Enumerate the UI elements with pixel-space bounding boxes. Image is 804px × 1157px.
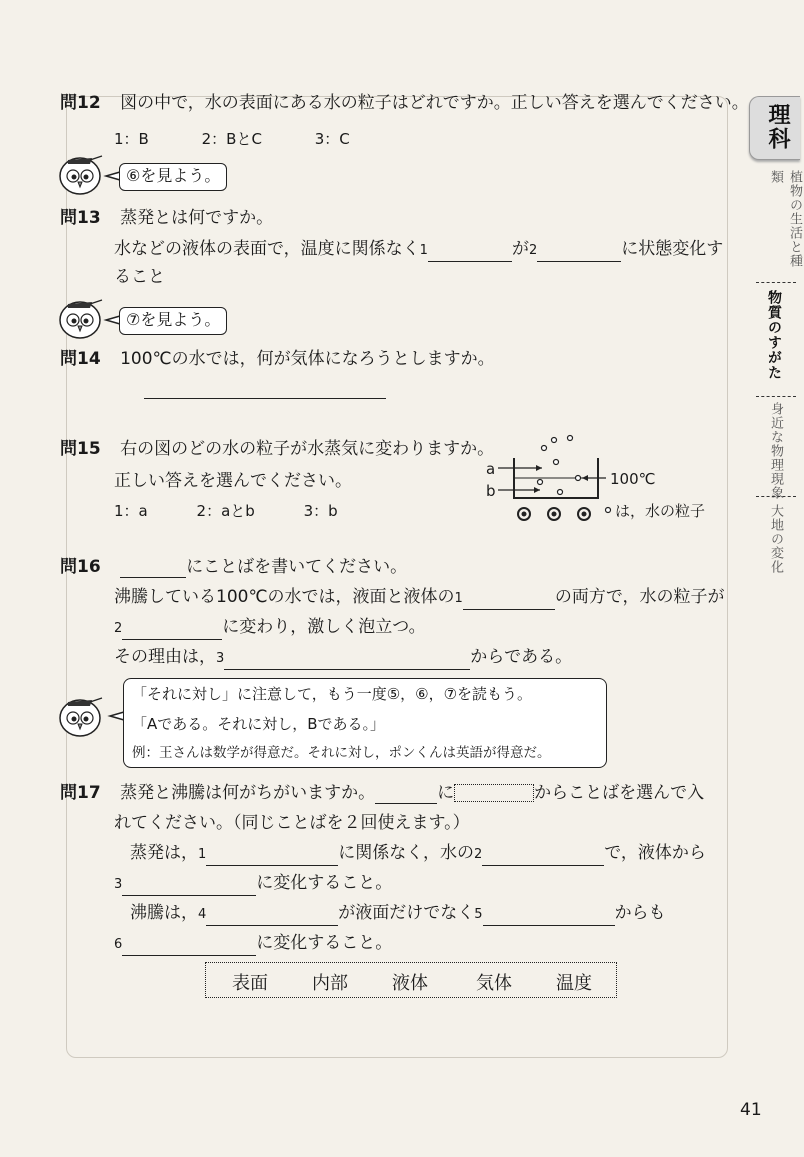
word-option[interactable]: 気体 <box>476 973 512 994</box>
question-instruction: にことばを書いてください。 <box>186 557 408 577</box>
blank-label-3: 3 <box>114 877 123 892</box>
word-option[interactable]: 温度 <box>556 973 592 994</box>
hint-line-3: 例：王さんは数学が得意だ。それに対し，ポンくんは英語が得意だ。 <box>132 745 551 761</box>
blank-label-4: 4 <box>198 907 207 922</box>
blank-label-2: 2 <box>114 621 123 636</box>
answer-blank-4[interactable] <box>206 907 338 926</box>
q13-text-a: 水などの液体の表面で，温度に関係なく <box>114 239 420 259</box>
q16-line2 <box>114 616 426 640</box>
q15 <box>60 438 494 460</box>
answer-blank-1[interactable] <box>463 591 555 610</box>
q14 <box>60 348 495 370</box>
evap-text-c: で，液体から <box>604 843 706 863</box>
blank-label-1: 1 <box>419 243 428 258</box>
q17-intro-text: れてください。（同じことばを２回使えます。） <box>114 813 470 833</box>
q16-text-d: その理由は， <box>114 647 216 667</box>
instruction-blank <box>375 785 437 804</box>
blank-label-2: 2 <box>528 243 538 258</box>
section-divider <box>756 396 796 397</box>
question-number: 問13 <box>60 208 101 228</box>
answer-blank-2[interactable] <box>482 847 604 866</box>
answer-blank-2[interactable] <box>122 621 222 640</box>
q13-text-d: ること <box>114 267 165 287</box>
question-number: 問12 <box>60 93 101 113</box>
figure-legend: は，水の粒子 <box>615 502 706 520</box>
question-number: 問15 <box>60 439 101 459</box>
question-text: 図の中で，水の表面にある水の粒子はどれですか。正しい答えを選んでください。 <box>120 93 749 113</box>
q16-text-b: の両方で，水の粒子が <box>554 587 725 607</box>
q16 <box>60 556 407 578</box>
answer-blank-q14[interactable] <box>144 380 386 399</box>
subject-tab[interactable] <box>749 96 800 160</box>
owl-mascot-icon <box>54 296 112 342</box>
answer-blank-6[interactable] <box>122 937 256 956</box>
bubble-tail-icon <box>110 710 124 722</box>
hint-line-2: 「Aである。それに対し，Bである。」 <box>132 715 386 733</box>
section-matter[interactable]: 物質のすがた <box>766 290 782 380</box>
hint-bubble-7 <box>119 307 227 335</box>
choice-2[interactable]: 2：BとC <box>201 130 262 148</box>
boil-text-c: からも <box>614 903 666 923</box>
hint-text: ⑥を見よう。 <box>126 166 221 185</box>
q17-intro-c: からことばを選んで入 <box>534 783 705 803</box>
blank-label-1: 1 <box>454 591 463 606</box>
section-divider <box>756 496 796 497</box>
section-divider <box>756 282 796 283</box>
subject-label: 理科 <box>765 103 790 151</box>
question-text: 100℃の水では，何が気体になろうとしますか。 <box>120 349 495 369</box>
q13-text-b: が <box>511 239 529 259</box>
choice-2[interactable]: 2：aとb <box>196 502 255 520</box>
answer-blank-3[interactable] <box>122 877 256 896</box>
figure-label-b: b <box>486 482 496 500</box>
owl-mascot-icon <box>54 152 112 198</box>
question-text: 正しい答えを選んでください。 <box>114 471 352 491</box>
choice-1[interactable]: 1：a <box>114 502 148 520</box>
q13 <box>60 207 273 229</box>
q16-text-a: 沸騰している100℃の水では，液面と液体の <box>114 587 455 607</box>
boil-text-d: に変化すること。 <box>256 933 393 953</box>
question-number: 問17 <box>60 783 101 803</box>
evap-text-b: に関係なく，水の <box>338 843 474 863</box>
q16-line3 <box>114 646 572 670</box>
blank-label-6: 6 <box>114 937 123 952</box>
word-choice-box <box>205 962 617 998</box>
blank-label-5: 5 <box>474 907 483 922</box>
figure-label-a: a <box>486 460 496 478</box>
blank-label-1: 1 <box>198 847 207 862</box>
bubble-tail-icon <box>106 314 120 326</box>
hint-bubble-6 <box>119 163 227 191</box>
boil-text-a: 沸騰は， <box>130 903 198 923</box>
q16-line1 <box>114 586 725 610</box>
q17-intro-a: 蒸発と沸騰は何がちがいますか。 <box>120 783 376 803</box>
blank-label-3: 3 <box>216 651 225 666</box>
q15-choices <box>114 500 338 522</box>
evap-text-a: 蒸発は， <box>130 843 198 863</box>
q13-text-c: に状態変化す <box>621 239 724 259</box>
q12 <box>60 92 749 114</box>
word-option[interactable]: 液体 <box>392 973 428 994</box>
answer-blank-2[interactable] <box>537 243 621 262</box>
word-option[interactable]: 表面 <box>232 973 268 994</box>
side-tab <box>748 96 800 586</box>
section-physics[interactable]: 身近な物理現象 <box>768 402 783 500</box>
answer-blank-1[interactable] <box>206 847 338 866</box>
choice-1[interactable]: 1：B <box>114 130 149 148</box>
figure-temp-label: 100℃ <box>610 470 656 488</box>
q17-intro2 <box>114 812 470 834</box>
q13-line2 <box>114 266 165 288</box>
owl-mascot-icon <box>54 694 112 740</box>
q17-evap-line2 <box>114 872 392 896</box>
blank-label-2: 2 <box>473 847 483 862</box>
q12-choices <box>114 128 350 150</box>
choice-3[interactable]: 3：C <box>314 130 350 148</box>
instruction-blank <box>120 559 186 578</box>
answer-blank-5[interactable] <box>483 907 615 926</box>
question-number: 問14 <box>60 349 101 369</box>
question-number: 問16 <box>60 557 101 577</box>
choice-3[interactable]: 3：b <box>303 502 338 520</box>
section-earth[interactable]: 大地の変化 <box>768 504 783 574</box>
question-text: 右の図のどの水の粒子が水蒸気に変わりますか。 <box>120 439 495 459</box>
q17 <box>60 782 704 804</box>
hint-text: ⑦を見よう。 <box>126 310 221 329</box>
q16-text-c: に変わり，激しく泡立つ。 <box>222 617 426 637</box>
q15-text2 <box>114 470 352 492</box>
q16-text-e: からである。 <box>470 647 573 667</box>
evap-text-d: に変化すること。 <box>256 873 393 893</box>
q17-evap-line1 <box>130 842 706 866</box>
section-plants[interactable]: 植物の生活と種類 <box>768 170 802 268</box>
q17-boil-line1 <box>130 902 666 926</box>
q17-intro-b: に <box>437 783 455 803</box>
page-number: 41 <box>740 1100 762 1120</box>
hint-line-1: 「それに対し」に注意して，もう一度⑤，⑥，⑦を読もう。 <box>132 685 533 703</box>
q17-boil-line2 <box>114 932 392 956</box>
boil-text-b: が液面だけでなく <box>338 903 475 923</box>
hint-box-contrast <box>123 678 607 768</box>
question-title: 蒸発とは何ですか。 <box>120 208 274 228</box>
q13-line1 <box>114 238 723 262</box>
bubble-tail-icon <box>106 170 120 182</box>
word-box-ref <box>454 784 534 802</box>
answer-blank-1[interactable] <box>428 243 512 262</box>
answer-blank-3[interactable] <box>224 651 470 670</box>
word-option[interactable]: 内部 <box>312 973 348 994</box>
